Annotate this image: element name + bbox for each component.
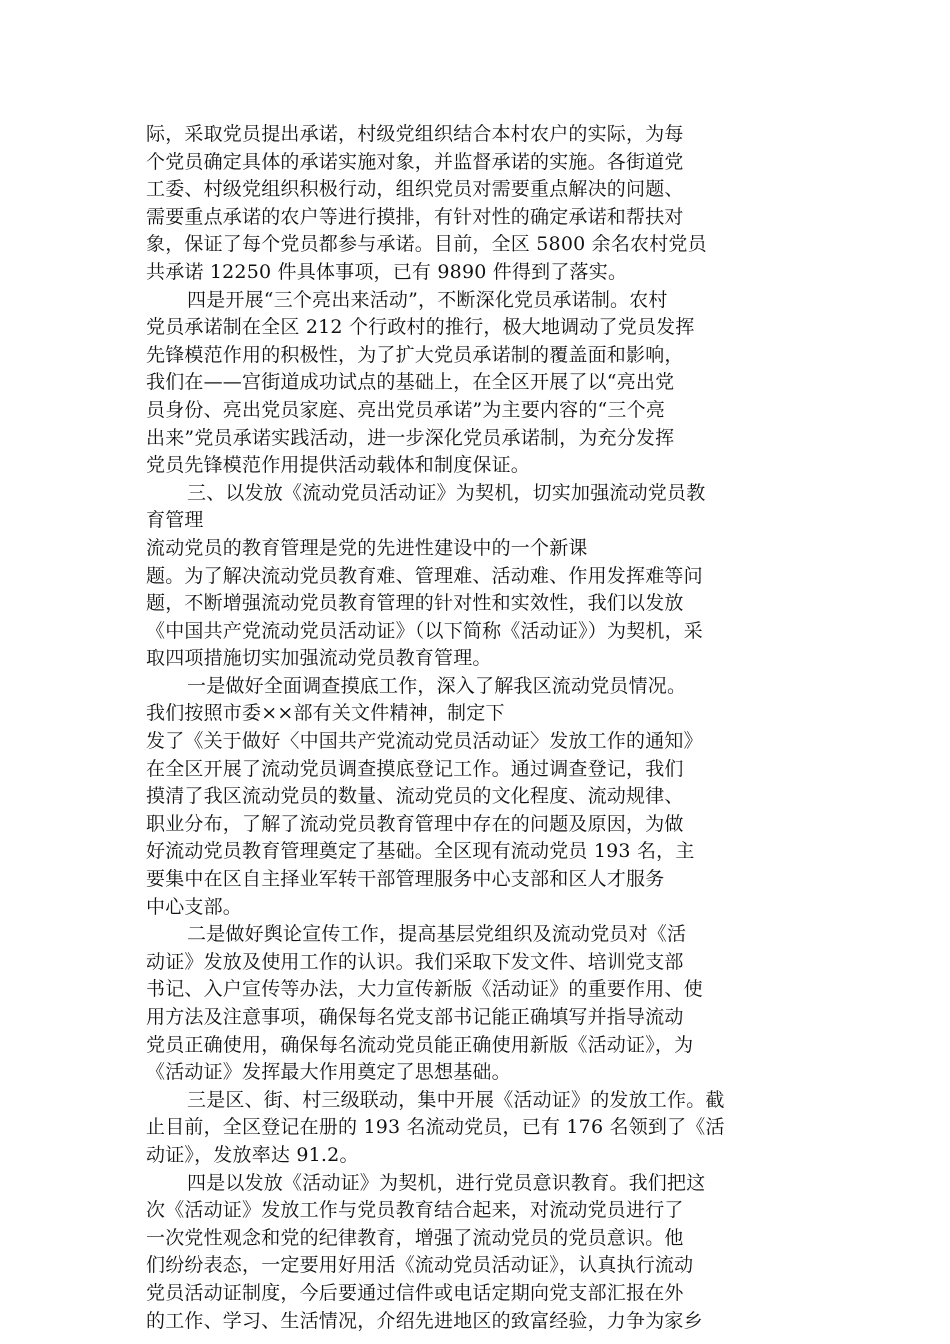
text-line: 取四项措施切实加强流动党员教育管理。 xyxy=(146,647,492,670)
text-line: 党员正确使用，确保每名流动党员能正确使用新版《活动证》，为 xyxy=(146,1033,694,1056)
text-line: 用方法及注意事项，确保每名党支部书记能正确填写并指导流动 xyxy=(146,1006,684,1028)
text-line: 三、以发放《流动党员活动证》为契机，切实加强流动党员教 xyxy=(187,481,706,504)
text-line: 一次党性观念和党的纪律教育，增强了流动党员的党员意识。他 xyxy=(146,1226,684,1249)
text-line: 发了《关于做好〈中国共产党流动党员活动证〉发放工作的通知》 xyxy=(146,730,703,753)
text-line: 育管理 xyxy=(146,509,204,532)
text-line: 四是开展“三个亮出来活动”，不断深化党员承诺制。农村 xyxy=(187,288,668,311)
text-line: 《中国共产党流动党员活动证》（以下简称《活动证》）为契机，采 xyxy=(146,619,704,642)
text-line: 个党员确定具体的承诺实施对象，并监督承诺的实施。各街道党 xyxy=(146,150,684,173)
text-line: 二是做好舆论宣传工作，提高基层党组织及流动党员对《活 xyxy=(187,923,687,946)
text-line: 出来”党员承诺实践活动，进一步深化党员承诺制，为充分发挥 xyxy=(146,426,675,449)
text-line: 的工作、学习、生活情况，介绍先进地区的致富经验，力争为家乡 xyxy=(146,1309,703,1332)
text-line: 职业分布，了解了流动党员教育管理中存在的问题及原因，为做 xyxy=(146,812,684,835)
text-line: 动证》，发放率达 91.2。 xyxy=(146,1143,359,1166)
text-line: 先锋模范作用的积极性，为了扩大党员承诺制的覆盖面和影响， xyxy=(146,343,684,366)
text-line: 题。为了解决流动党员教育难、管理难、活动难、作用发挥难等问 xyxy=(146,564,703,587)
text-line: 摸清了我区流动党员的数量、流动党员的文化程度、流动规律、 xyxy=(146,785,684,808)
text-line: 一是做好全面调查摸底工作，深入了解我区流动党员情况。 xyxy=(187,674,687,697)
text-line: 三是区、街、村三级联动，集中开展《活动证》的发放工作。截 xyxy=(187,1088,725,1111)
text-line: 共承诺 12250 件具体事项，已有 9890 件得到了落实。 xyxy=(146,260,628,283)
document-body xyxy=(146,121,806,1335)
text-line: 际，采取党员提出承诺，村级党组织结合本村农户的实际，为每 xyxy=(146,123,684,145)
text-line: 止目前，全区登记在册的 193 名流动党员，已有 176 名领到了《活 xyxy=(146,1116,725,1139)
text-line: 次《活动证》发放工作与党员教育结合起来，对流动党员进行了 xyxy=(146,1199,684,1222)
text-line: 《活动证》发挥最大作用奠定了思想基础。 xyxy=(146,1061,511,1084)
text-line: 题，不断增强流动党员教育管理的针对性和实效性，我们以发放 xyxy=(146,592,684,615)
text-line: 工委、村级党组织积极行动，组织党员对需要重点解决的问题、 xyxy=(146,178,684,201)
text-line: 流动党员的教育管理是党的先进性建设中的一个新课 xyxy=(146,536,588,559)
text-line: 需要重点承诺的农户等进行摸排，有针对性的确定承诺和帮扶对 xyxy=(146,205,684,228)
text-line: 在全区开展了流动党员调查摸底登记工作。通过调查登记，我们 xyxy=(146,757,684,780)
text-line: 党员承诺制在全区 212 个行政村的推行，极大地调动了党员发挥 xyxy=(146,316,695,339)
text-line: 中心支部。 xyxy=(146,895,243,918)
text-line: 四是以发放《活动证》为契机，进行党员意识教育。我们把这 xyxy=(187,1171,706,1194)
text-line: 党员活动证制度，今后要通过信件或电话定期向党支部汇报在外 xyxy=(146,1281,684,1304)
text-line: 们纷纷表态，一定要用好用活《流动党员活动证》，认真执行流动 xyxy=(146,1254,694,1277)
text-line: 要集中在区自主择业军转干部管理服务中心支部和区人才服务 xyxy=(146,868,665,891)
text-line: 党员先锋模范作用提供活动载体和制度保证。 xyxy=(146,454,531,477)
text-line: 动证》发放及使用工作的认识。我们采取下发文件、培训党支部 xyxy=(146,950,684,973)
text-line: 书记、入户宣传等办法，大力宣传新版《活动证》的重要作用、使 xyxy=(146,978,703,1001)
text-line: 象，保证了每个党员都参与承诺。目前，全区 5800 余名农村党员 xyxy=(146,233,707,256)
text-line: 我们按照市委××部有关文件精神，制定下 xyxy=(146,702,505,725)
text-line: 我们在——宫街道成功试点的基础上，在全区开展了以“亮出党 xyxy=(146,371,675,394)
text-line: 好流动党员教育管理奠定了基础。全区现有流动党员 193 名，主 xyxy=(146,840,695,863)
text-line: 员身份、亮出党员家庭、亮出党员承诺”为主要内容的“三个亮 xyxy=(146,398,666,421)
